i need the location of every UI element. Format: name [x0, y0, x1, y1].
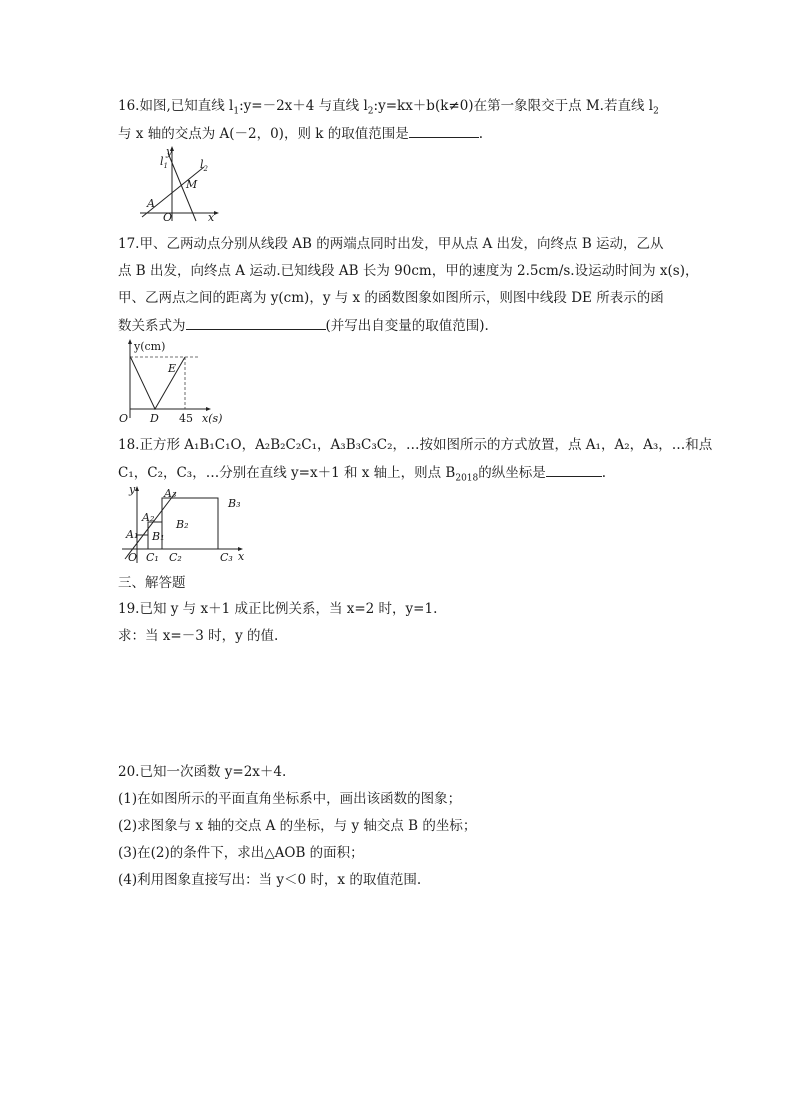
- q19-line1: 19.已知 y 与 x＋1 成正比例关系，当 x=2 时，y=1.: [118, 601, 438, 617]
- q20-line2: (1)在如图所示的平面直角坐标系中，画出该函数的图象；: [118, 791, 462, 807]
- l1-label: $l_1$: [160, 155, 168, 170]
- q20-line1: 20.已知一次函数 y=2x＋4.: [118, 764, 287, 780]
- answer-blank[interactable]: [546, 463, 602, 477]
- origin-label: O: [163, 211, 173, 223]
- q20-line5: (4)利用图象直接写出：当 y＜0 时，x 的取值范围.: [118, 872, 422, 888]
- point-c1-label: C₁: [146, 551, 159, 564]
- point-b2-label: B₂: [176, 518, 189, 531]
- q20-line3: (2)求图象与 x 轴的交点 A 的坐标，与 y 轴交点 B 的坐标；: [118, 818, 477, 834]
- section-heading: 三、解答题: [118, 575, 186, 591]
- q17-line1: 17.甲、乙两动点分别从线段 AB 的两端点同时出发，甲从点 A 出发，向终点 B 运动，乙从: [118, 236, 664, 252]
- q16-line1: 16.如图,已知直线 $l_1:y=-2x+4$ 与直线 $l_2:y=kx+b(k\ne 0)$在第一象限交于点 M.若直线 $l_2$: [118, 98, 659, 117]
- point-a-label: A: [147, 197, 155, 210]
- point-m-label: M: [186, 178, 198, 191]
- q18-line1: 18.正方形 A₁B₁C₁O，A₂B₂C₂C₁，A₃B₃C₃C₂，…按如图所示的方式放置，点 A₁，A₂，A₃，…和点: [118, 437, 713, 453]
- point-a1-label: A₁: [126, 528, 139, 541]
- point-c2-label: C₂: [169, 551, 182, 564]
- x-axis-label: x: [238, 550, 245, 563]
- tick-45-label: 45: [179, 412, 193, 425]
- q17-line3: 甲、乙两点之间的距离为 y(cm)，y 与 x 的函数图象如图所示，则图中线段 DE 所表示的函: [118, 290, 664, 306]
- q17-figure: [118, 338, 230, 430]
- q17-line2: 点 B 出发，向终点 A 运动.已知线段 AB 长为 90cm，甲的速度为 2.5cm/s.设运动时间为 x(s)，: [118, 263, 699, 279]
- point-d-label: D: [150, 412, 159, 425]
- point-c3-label: C₃: [220, 551, 233, 564]
- y-axis-label: y(cm): [134, 340, 166, 353]
- answer-blank[interactable]: [409, 124, 479, 138]
- point-e-label: E: [168, 362, 177, 375]
- y-axis-label: y: [129, 483, 136, 496]
- point-b1-label: B₁: [152, 530, 165, 543]
- q20-line4: (3)在(2)的条件下，求出△AOB 的面积；: [118, 845, 364, 861]
- q18-line2: C₁，C₂，C₃，…分别在直线 y=x＋1 和 x 轴上，则点 $B_{2018}$的纵坐标是 .: [118, 465, 607, 484]
- y-axis-label: y: [166, 145, 173, 158]
- q16-line2: 与 x 轴的交点为 A(－2，0)，则 k 的取值范围是 .: [118, 126, 484, 142]
- x-axis-label: x(s): [202, 412, 223, 425]
- point-a2-label: A₂: [142, 511, 155, 524]
- origin-label: O: [119, 412, 129, 425]
- q18-figure: [118, 483, 258, 568]
- answer-blank[interactable]: [186, 316, 326, 330]
- l2-label: $l_2$: [200, 158, 208, 173]
- q17-line4: 数关系式为 (并写出自变量的取值范围).: [118, 318, 489, 334]
- origin-label: O: [128, 551, 138, 564]
- point-a3-label: A₃: [164, 487, 177, 500]
- point-b3-label: B₃: [228, 497, 241, 510]
- x-axis-label: x: [208, 211, 215, 223]
- q16-figure: [138, 145, 220, 223]
- q19-line2: 求：当 x=－3 时，y 的值.: [118, 628, 279, 644]
